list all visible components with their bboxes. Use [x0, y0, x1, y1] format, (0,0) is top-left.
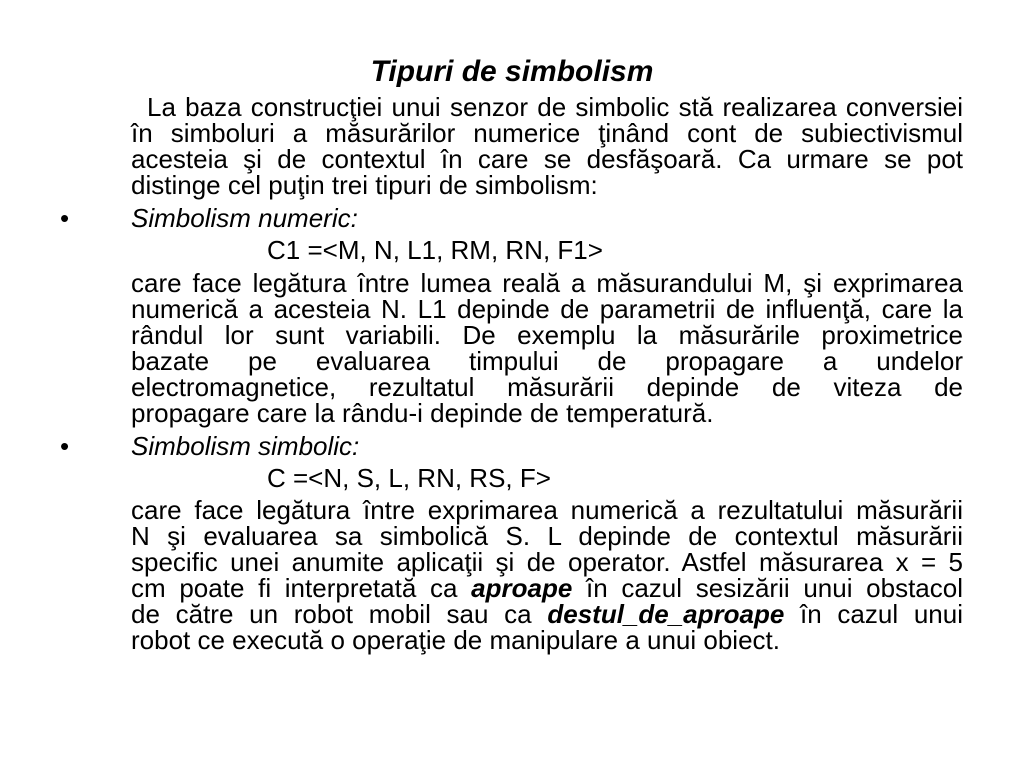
- intro-line: distinge cel puţin trei tipuri de simbolism:: [131, 170, 598, 200]
- symbolic-paragraph: [131, 497, 963, 653]
- intro-line: La baza construcţiei unui senzor de simbolic stă realizarea conversiei: [147, 92, 963, 122]
- paragraph-line: specific unei anumite aplicaţii şi de operator. Astfel măsurarea x = 5: [131, 547, 963, 577]
- paragraph-line: care face legătura între lumea reală a măsurandului M, şi exprimarea: [131, 268, 963, 298]
- section-heading-numeric: Simbolism numeric:: [131, 203, 358, 233]
- emphasized-term-aproape: aproape: [471, 573, 573, 603]
- formula-symbolic: C =<N, S, L, RN, RS, F>: [267, 463, 551, 493]
- line-text: în cazul sesizării unui obstacol: [572, 573, 964, 603]
- paragraph-line: electromagnetice, rezultatul măsurării depinde de viteza de: [131, 372, 963, 402]
- line-text: de către un robot mobil sau ca: [131, 599, 548, 629]
- paragraph-line: [131, 601, 963, 627]
- paragraph-line: N şi evaluarea sa simbolică S. L depinde de contextul măsurării: [131, 521, 963, 551]
- paragraph-line: bazate pe evaluarea timpului de propagare a undelor: [131, 346, 963, 376]
- paragraph-line: robot ce execută o operaţie de manipulare a unui obiect.: [131, 625, 780, 655]
- intro-line: acesteia şi de contextul în care se desfăşoară. Ca urmare se pot: [131, 144, 963, 174]
- bullet-marker: •: [60, 431, 70, 461]
- intro-paragraph: [131, 94, 963, 198]
- emphasized-term-destul-de-aproape: destul_de_aproape: [547, 599, 785, 629]
- paragraph-line: care face legătura între exprimarea numerică a rezultatului măsurării: [131, 495, 963, 525]
- line-text: cm poate fi interpretată ca: [131, 573, 472, 603]
- paragraph-line: numerică a acesteia N. L1 depinde de parametrii de influenţă, care la: [131, 294, 963, 324]
- intro-line: în simboluri a măsurărilor numerice ţinând cont de subiectivismul: [131, 118, 963, 148]
- section-heading-symbolic: Simbolism simbolic:: [131, 431, 360, 461]
- paragraph-line: [131, 575, 963, 601]
- slide-title: Tipuri de simbolism: [370, 55, 654, 88]
- paragraph-line: rândul lor sunt variabili. De exemplu la măsurările proximetrice: [131, 320, 963, 350]
- bullet-marker: •: [60, 203, 70, 233]
- paragraph-line: propagare care la rându-i depinde de temperatură.: [131, 398, 714, 428]
- numeric-paragraph: [131, 270, 963, 426]
- line-text: în cazul unui: [784, 599, 963, 629]
- formula-numeric: C1 =<M, N, L1, RM, RN, F1>: [267, 235, 603, 265]
